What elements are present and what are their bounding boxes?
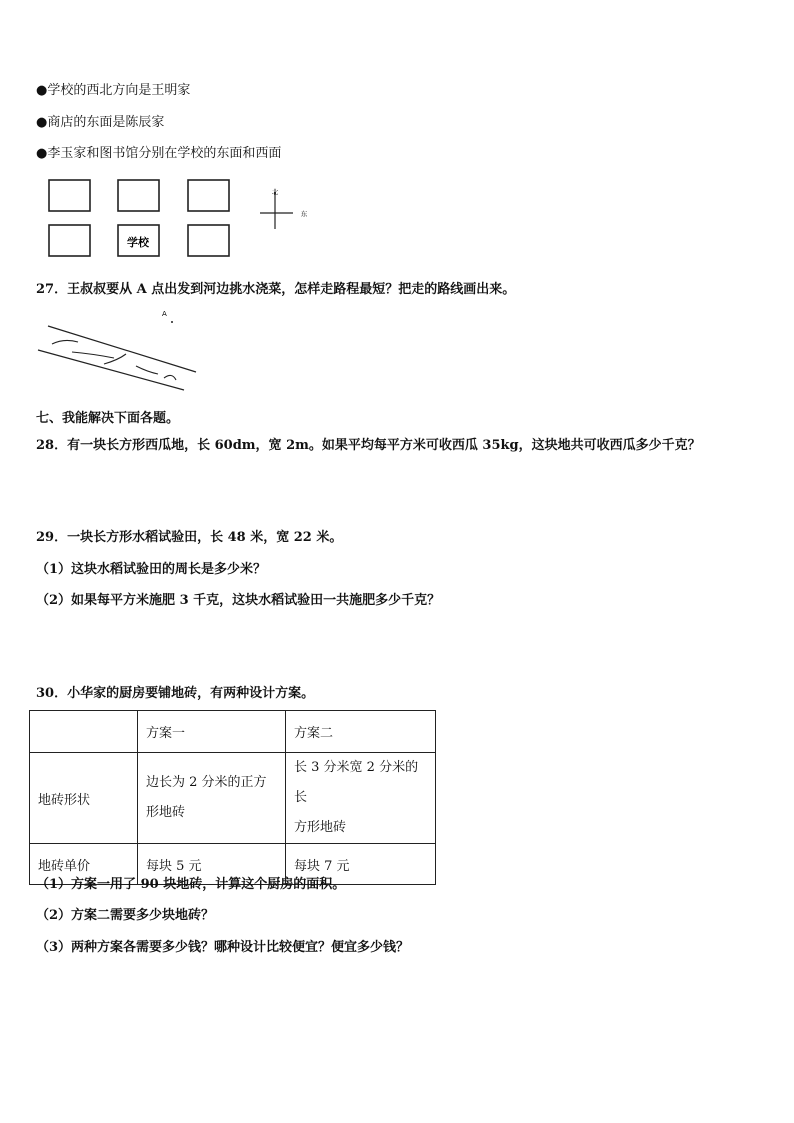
point-a-label: A bbox=[162, 310, 167, 318]
shape-plan2-line2: 方形地砖 bbox=[294, 820, 347, 835]
grid-box-6 bbox=[188, 225, 229, 256]
q30-part-2: （2）方案二需要多少块地砖？ bbox=[36, 908, 215, 923]
compass-east-label: 东 bbox=[300, 210, 308, 218]
table-header-plan1: 方案一 bbox=[138, 711, 286, 753]
intro-line-1: ●学校的西北方向是王明家 bbox=[36, 83, 191, 98]
water-wave-5 bbox=[164, 375, 176, 380]
q30-stem: 30．小华家的厨房要铺地砖，有两种设计方案。 bbox=[36, 686, 315, 701]
grid-box-1 bbox=[49, 180, 90, 211]
shape-plan1-cell bbox=[138, 753, 286, 844]
section-7-heading: 七、我能解决下面各题。 bbox=[36, 411, 180, 426]
map-grid-figure bbox=[40, 172, 330, 264]
grid-box-4 bbox=[49, 225, 90, 256]
river-bank-bottom bbox=[38, 350, 184, 390]
q27-text: 27．王叔叔要从 A 点出发到河边挑水浇菜，怎样走路程最短？把走的路线画出来。 bbox=[36, 282, 516, 297]
table-header-blank bbox=[30, 711, 138, 753]
price-plan2-cell: 每块 7 元 bbox=[286, 844, 436, 885]
water-wave-4 bbox=[136, 366, 158, 374]
table-header-row bbox=[30, 711, 436, 753]
plan-table bbox=[29, 710, 436, 885]
q30-part-1: （1）方案一用了 90 块地砖，计算这个厨房的面积。 bbox=[36, 877, 346, 892]
q28-text: 28．有一块长方形西瓜地，长 60dm，宽 2m。如果平均每平方米可收西瓜 35kg，这块地共可收西瓜多少千克？ bbox=[36, 438, 701, 453]
shape-row-label: 地砖形状 bbox=[30, 753, 138, 844]
q30-part-3: （3）两种方案各需要多少钱？哪种设计比较便宜？便宜多少钱？ bbox=[36, 940, 410, 955]
intro-line-3: ●李玉家和图书馆分别在学校的东面和西面 bbox=[36, 146, 282, 161]
point-a-dot bbox=[171, 321, 173, 323]
q29-stem: 29．一块长方形水稻试验田，长 48 米，宽 22 米。 bbox=[36, 530, 343, 545]
water-wave-1 bbox=[52, 340, 78, 344]
river-figure bbox=[34, 306, 214, 394]
price-row-label: 地砖单价 bbox=[30, 844, 138, 885]
intro-line-2: ●商店的东面是陈辰家 bbox=[36, 115, 165, 130]
table-header-plan2: 方案二 bbox=[286, 711, 436, 753]
grid-box-3 bbox=[188, 180, 229, 211]
shape-plan1-line1: 边长为 2 分米的正方 bbox=[146, 775, 267, 790]
price-plan1-cell: 每块 5 元 bbox=[138, 844, 286, 885]
grid-box-2 bbox=[118, 180, 159, 211]
table-row-shape bbox=[30, 753, 436, 844]
water-wave-3 bbox=[104, 354, 126, 364]
river-bank-top bbox=[48, 326, 196, 372]
q29-part-2: （2）如果每平方米施肥 3 千克，这块水稻试验田一共施肥多少千克？ bbox=[36, 593, 441, 608]
q29-part-1: （1）这块水稻试验田的周长是多少米？ bbox=[36, 562, 267, 577]
shape-plan2-cell bbox=[286, 753, 436, 844]
school-label: 学校 bbox=[127, 236, 149, 249]
water-wave-2 bbox=[72, 352, 114, 358]
shape-plan1-line2: 形地砖 bbox=[146, 805, 186, 820]
compass-north-label: 北 bbox=[271, 188, 279, 196]
shape-plan2-line1: 长 3 分米宽 2 分米的长 bbox=[294, 760, 419, 805]
